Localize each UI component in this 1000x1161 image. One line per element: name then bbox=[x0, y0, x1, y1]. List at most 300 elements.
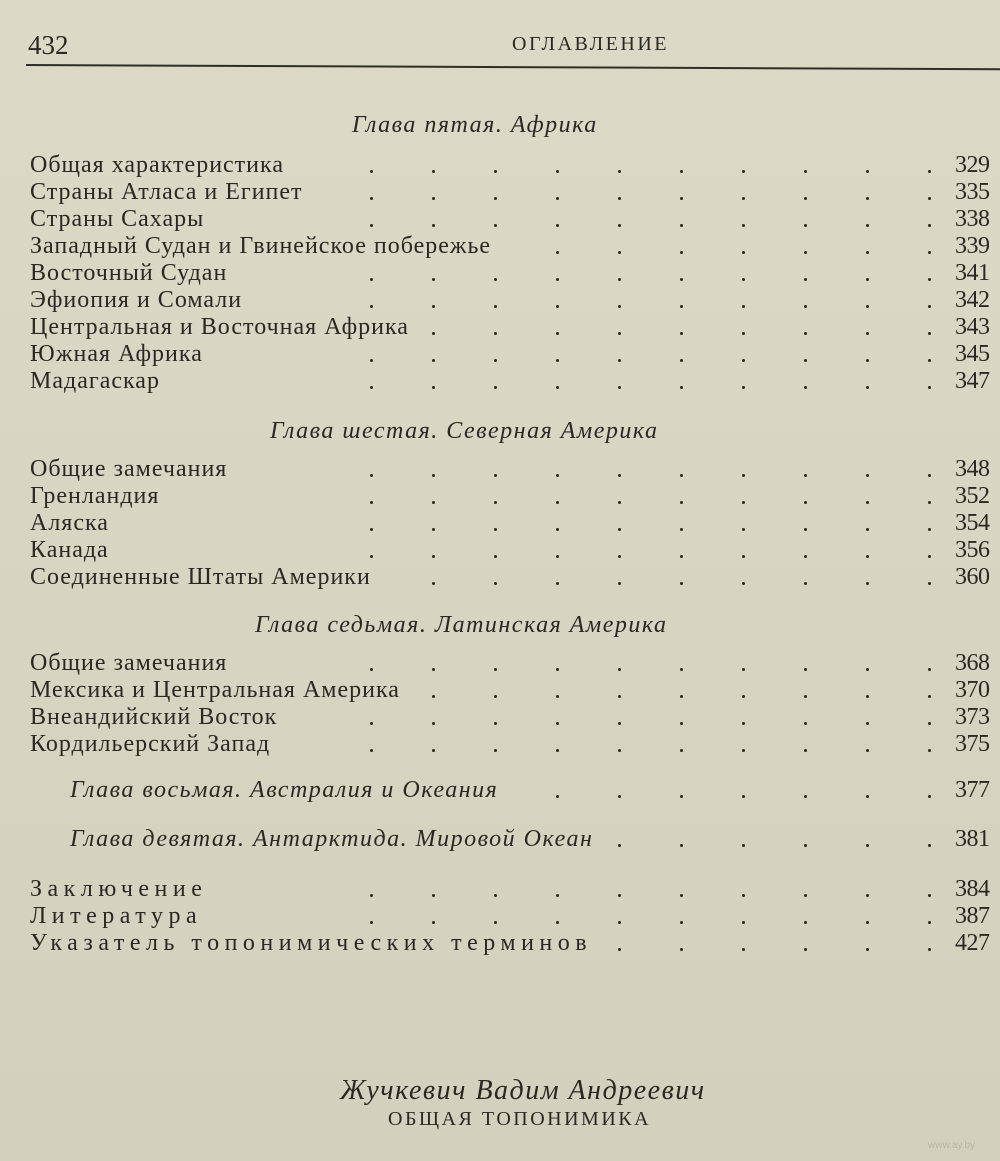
entry-page: 341 bbox=[955, 260, 990, 286]
leader-dot bbox=[370, 501, 373, 504]
leader-dot bbox=[618, 197, 621, 200]
chapter-title: Глава шестая. Северная Америка bbox=[270, 418, 659, 444]
entry-title: Литература bbox=[30, 903, 203, 929]
leader-dot bbox=[494, 722, 497, 725]
leader-dot bbox=[804, 251, 807, 254]
leader-dots bbox=[330, 510, 950, 537]
leader-dot bbox=[742, 668, 745, 671]
leader-dot bbox=[556, 359, 559, 362]
entry-title: Западный Судан и Гвинейское побережье bbox=[30, 233, 492, 259]
leader-dot bbox=[556, 386, 559, 389]
leader-dot bbox=[804, 332, 807, 335]
leader-dot bbox=[742, 501, 745, 504]
entry-title: Аляска bbox=[30, 510, 109, 536]
leader-dot bbox=[742, 197, 745, 200]
entry-title: Гренландия bbox=[30, 483, 160, 509]
toc-entry bbox=[30, 287, 1000, 314]
leader-dot bbox=[370, 197, 373, 200]
leader-dot bbox=[680, 501, 683, 504]
leader-dot bbox=[928, 359, 931, 362]
entry-page: 387 bbox=[955, 903, 990, 929]
leader-dots bbox=[330, 564, 950, 591]
leader-dot bbox=[680, 722, 683, 725]
leader-dot bbox=[866, 359, 869, 362]
leader-dot bbox=[928, 332, 931, 335]
toc-entry bbox=[30, 876, 1000, 903]
leader-dot bbox=[680, 251, 683, 254]
leader-dot bbox=[866, 197, 869, 200]
entry-page: 384 bbox=[955, 876, 990, 902]
running-title: ОГЛАВЛЕНИЕ bbox=[512, 33, 669, 55]
leader-dot bbox=[370, 894, 373, 897]
leader-dot bbox=[370, 668, 373, 671]
leader-dot bbox=[742, 921, 745, 924]
leader-dot bbox=[494, 749, 497, 752]
leader-dot bbox=[866, 749, 869, 752]
leader-dot bbox=[928, 197, 931, 200]
leader-dot bbox=[866, 894, 869, 897]
leader-dot bbox=[742, 278, 745, 281]
leader-dot bbox=[618, 948, 621, 951]
leader-dots bbox=[330, 152, 950, 179]
author-name: Жучкевич Вадим Андреевич bbox=[340, 1075, 706, 1106]
leader-dot bbox=[804, 894, 807, 897]
leader-dot bbox=[618, 386, 621, 389]
leader-dot bbox=[432, 695, 435, 698]
leader-dot bbox=[556, 332, 559, 335]
leader-dot bbox=[556, 305, 559, 308]
entry-title: Глава девятая. Антарктида. Мировой Океан bbox=[70, 826, 594, 852]
leader-dot bbox=[618, 582, 621, 585]
leader-dot bbox=[742, 386, 745, 389]
chapter-title: Глава пятая. Африка bbox=[352, 112, 598, 138]
leader-dot bbox=[928, 386, 931, 389]
leader-dot bbox=[680, 668, 683, 671]
leader-dot bbox=[618, 474, 621, 477]
leader-dots bbox=[330, 483, 950, 510]
leader-dot bbox=[680, 921, 683, 924]
leader-dot bbox=[618, 894, 621, 897]
leader-dot bbox=[804, 359, 807, 362]
leader-dot bbox=[432, 501, 435, 504]
entry-page: 370 bbox=[955, 677, 990, 703]
entry-title: Мадагаскар bbox=[30, 368, 160, 394]
leader-dot bbox=[494, 332, 497, 335]
toc-entry bbox=[30, 731, 1000, 758]
leader-dot bbox=[556, 474, 559, 477]
leader-dot bbox=[742, 582, 745, 585]
leader-dot bbox=[742, 359, 745, 362]
leader-dot bbox=[556, 528, 559, 531]
entry-page: 368 bbox=[955, 650, 990, 676]
leader-dots bbox=[330, 777, 950, 804]
leader-dot bbox=[494, 278, 497, 281]
toc-entry bbox=[30, 368, 1000, 395]
leader-dot bbox=[928, 948, 931, 951]
leader-dot bbox=[494, 359, 497, 362]
leader-dot bbox=[494, 386, 497, 389]
toc-entry bbox=[30, 650, 1000, 677]
leader-dot bbox=[432, 921, 435, 924]
entry-page: 427 bbox=[955, 930, 990, 956]
leader-dot bbox=[370, 749, 373, 752]
leader-dot bbox=[370, 386, 373, 389]
entry-title: Внеандийский Восток bbox=[30, 704, 278, 730]
leader-dots bbox=[330, 341, 950, 368]
header-rule bbox=[26, 64, 1000, 70]
entry-page: 339 bbox=[955, 233, 990, 259]
leader-dot bbox=[370, 305, 373, 308]
leader-dot bbox=[680, 224, 683, 227]
leader-dot bbox=[618, 224, 621, 227]
leader-dot bbox=[432, 722, 435, 725]
leader-dot bbox=[556, 555, 559, 558]
leader-dot bbox=[928, 474, 931, 477]
leader-dot bbox=[556, 224, 559, 227]
leader-dots bbox=[330, 731, 950, 758]
leader-dot bbox=[370, 359, 373, 362]
leader-dot bbox=[556, 501, 559, 504]
toc-entry bbox=[30, 537, 1000, 564]
leader-dot bbox=[742, 305, 745, 308]
leader-dots bbox=[330, 179, 950, 206]
entry-title: Эфиопия и Сомали bbox=[30, 287, 243, 313]
toc-entry bbox=[30, 903, 1000, 930]
leader-dots bbox=[330, 233, 950, 260]
leader-dot bbox=[866, 948, 869, 951]
leader-dot bbox=[432, 528, 435, 531]
leader-dot bbox=[618, 170, 621, 173]
leader-dot bbox=[928, 695, 931, 698]
leader-dot bbox=[928, 844, 931, 847]
leader-dot bbox=[928, 278, 931, 281]
leader-dot bbox=[370, 224, 373, 227]
leader-dot bbox=[680, 795, 683, 798]
leader-dot bbox=[804, 224, 807, 227]
entry-title: Указатель топонимических терминов bbox=[30, 930, 593, 956]
leader-dot bbox=[494, 305, 497, 308]
leader-dot bbox=[618, 921, 621, 924]
leader-dot bbox=[866, 668, 869, 671]
entry-title: Общая характеристика bbox=[30, 152, 284, 178]
entry-title: Южная Африка bbox=[30, 341, 203, 367]
leader-dot bbox=[432, 582, 435, 585]
leader-dot bbox=[742, 722, 745, 725]
leader-dot bbox=[680, 555, 683, 558]
leader-dot bbox=[928, 305, 931, 308]
entry-page: 352 bbox=[955, 483, 990, 509]
leader-dot bbox=[618, 844, 621, 847]
leader-dot bbox=[928, 501, 931, 504]
leader-dots bbox=[330, 206, 950, 233]
leader-dot bbox=[928, 668, 931, 671]
leader-dot bbox=[556, 921, 559, 924]
entry-page: 360 bbox=[955, 564, 990, 590]
entry-page: 345 bbox=[955, 341, 990, 367]
leader-dot bbox=[432, 197, 435, 200]
leader-dot bbox=[494, 668, 497, 671]
leader-dot bbox=[556, 722, 559, 725]
leader-dot bbox=[494, 197, 497, 200]
leader-dot bbox=[680, 582, 683, 585]
leader-dot bbox=[928, 921, 931, 924]
leader-dot bbox=[432, 555, 435, 558]
leader-dot bbox=[618, 359, 621, 362]
toc-entry bbox=[30, 314, 1000, 341]
leader-dot bbox=[618, 501, 621, 504]
leader-dot bbox=[494, 224, 497, 227]
leader-dot bbox=[742, 332, 745, 335]
leader-dot bbox=[680, 386, 683, 389]
leader-dot bbox=[618, 528, 621, 531]
leader-dot bbox=[494, 894, 497, 897]
leader-dot bbox=[494, 921, 497, 924]
leader-dot bbox=[370, 278, 373, 281]
leader-dot bbox=[866, 224, 869, 227]
chapter-title: Глава седьмая. Латинская Америка bbox=[255, 612, 668, 638]
leader-dot bbox=[494, 555, 497, 558]
toc-entry bbox=[30, 704, 1000, 731]
leader-dot bbox=[432, 894, 435, 897]
leader-dot bbox=[556, 278, 559, 281]
leader-dot bbox=[680, 528, 683, 531]
leader-dots bbox=[330, 704, 950, 731]
leader-dot bbox=[928, 582, 931, 585]
leader-dot bbox=[680, 749, 683, 752]
leader-dot bbox=[618, 795, 621, 798]
leader-dot bbox=[556, 749, 559, 752]
leader-dot bbox=[866, 722, 869, 725]
entry-page: 335 bbox=[955, 179, 990, 205]
leader-dot bbox=[804, 170, 807, 173]
leader-dot bbox=[680, 474, 683, 477]
entry-page: 329 bbox=[955, 152, 990, 178]
leader-dot bbox=[556, 795, 559, 798]
leader-dot bbox=[866, 695, 869, 698]
leader-dot bbox=[556, 251, 559, 254]
leader-dot bbox=[370, 722, 373, 725]
leader-dot bbox=[928, 170, 931, 173]
leader-dot bbox=[866, 582, 869, 585]
leader-dot bbox=[618, 722, 621, 725]
leader-dot bbox=[432, 332, 435, 335]
leader-dot bbox=[618, 555, 621, 558]
chapter-entry bbox=[30, 826, 1000, 853]
leader-dots bbox=[330, 826, 950, 853]
leader-dots bbox=[330, 930, 950, 957]
entry-title: Страны Атласа и Египет bbox=[30, 179, 303, 205]
entry-page: 377 bbox=[955, 777, 990, 803]
leader-dot bbox=[618, 695, 621, 698]
leader-dots bbox=[330, 650, 950, 677]
entry-page: 347 bbox=[955, 368, 990, 394]
entry-title: Страны Сахары bbox=[30, 206, 205, 232]
leader-dot bbox=[804, 722, 807, 725]
entry-page: 356 bbox=[955, 537, 990, 563]
entry-title: Центральная и Восточная Африка bbox=[30, 314, 409, 340]
entry-page: 343 bbox=[955, 314, 990, 340]
leader-dot bbox=[804, 695, 807, 698]
leader-dot bbox=[556, 894, 559, 897]
entry-page: 348 bbox=[955, 456, 990, 482]
leader-dot bbox=[680, 278, 683, 281]
leader-dot bbox=[742, 474, 745, 477]
chapter-entry bbox=[30, 777, 1000, 804]
leader-dot bbox=[804, 921, 807, 924]
entry-page: 354 bbox=[955, 510, 990, 536]
leader-dot bbox=[804, 948, 807, 951]
leader-dot bbox=[928, 722, 931, 725]
leader-dot bbox=[866, 305, 869, 308]
toc-entry bbox=[30, 260, 1000, 287]
toc-entry bbox=[30, 677, 1000, 704]
leader-dot bbox=[928, 749, 931, 752]
leader-dot bbox=[680, 948, 683, 951]
toc-entry bbox=[30, 564, 1000, 591]
leader-dot bbox=[680, 305, 683, 308]
leader-dot bbox=[432, 668, 435, 671]
leader-dot bbox=[432, 170, 435, 173]
toc-entry bbox=[30, 483, 1000, 510]
leader-dot bbox=[866, 555, 869, 558]
leader-dot bbox=[742, 894, 745, 897]
leader-dot bbox=[556, 170, 559, 173]
leader-dot bbox=[866, 170, 869, 173]
leader-dot bbox=[866, 278, 869, 281]
leader-dot bbox=[370, 921, 373, 924]
leader-dot bbox=[928, 795, 931, 798]
leader-dot bbox=[804, 501, 807, 504]
leader-dot bbox=[618, 278, 621, 281]
leader-dot bbox=[866, 528, 869, 531]
leader-dot bbox=[432, 278, 435, 281]
toc-entry bbox=[30, 233, 1000, 260]
leader-dot bbox=[742, 749, 745, 752]
leader-dot bbox=[618, 305, 621, 308]
leader-dot bbox=[680, 359, 683, 362]
leader-dot bbox=[680, 332, 683, 335]
entry-title: Кордильерский Запад bbox=[30, 731, 271, 757]
leader-dot bbox=[432, 474, 435, 477]
leader-dot bbox=[742, 844, 745, 847]
entry-page: 381 bbox=[955, 826, 990, 852]
entry-page: 342 bbox=[955, 287, 990, 313]
entry-title: Канада bbox=[30, 537, 109, 563]
leader-dot bbox=[742, 251, 745, 254]
leader-dot bbox=[804, 582, 807, 585]
leader-dot bbox=[494, 501, 497, 504]
leader-dot bbox=[866, 251, 869, 254]
leader-dots bbox=[330, 903, 950, 930]
leader-dot bbox=[432, 359, 435, 362]
page-number: 432 bbox=[28, 30, 69, 60]
leader-dot bbox=[928, 894, 931, 897]
entry-title: Восточный Судан bbox=[30, 260, 228, 286]
leader-dots bbox=[330, 456, 950, 483]
entry-title: Общие замечания bbox=[30, 456, 228, 482]
entry-page: 375 bbox=[955, 731, 990, 757]
leader-dot bbox=[618, 668, 621, 671]
leader-dot bbox=[680, 170, 683, 173]
toc-entry bbox=[30, 152, 1000, 179]
entry-title: Соединенные Штаты Америки bbox=[30, 564, 371, 590]
leader-dot bbox=[680, 844, 683, 847]
leader-dot bbox=[804, 305, 807, 308]
leader-dot bbox=[432, 749, 435, 752]
toc-entry bbox=[30, 510, 1000, 537]
leader-dot bbox=[742, 528, 745, 531]
leader-dots bbox=[330, 260, 950, 287]
leader-dot bbox=[928, 224, 931, 227]
leader-dot bbox=[804, 668, 807, 671]
leader-dot bbox=[866, 332, 869, 335]
leader-dot bbox=[432, 305, 435, 308]
leader-dots bbox=[330, 368, 950, 395]
leader-dot bbox=[804, 844, 807, 847]
leader-dot bbox=[804, 749, 807, 752]
leader-dot bbox=[804, 528, 807, 531]
leader-dot bbox=[556, 582, 559, 585]
leader-dot bbox=[866, 386, 869, 389]
leader-dot bbox=[804, 197, 807, 200]
toc-entry bbox=[30, 341, 1000, 368]
leader-dot bbox=[866, 501, 869, 504]
entry-title: Мексика и Центральная Америка bbox=[30, 677, 400, 703]
entry-title: Общие замечания bbox=[30, 650, 228, 676]
book-title: ОБЩАЯ ТОПОНИМИКА bbox=[388, 1108, 652, 1130]
toc-entry bbox=[30, 206, 1000, 233]
leader-dot bbox=[804, 795, 807, 798]
entry-title: Заключение bbox=[30, 876, 208, 902]
leader-dot bbox=[370, 528, 373, 531]
leader-dot bbox=[866, 844, 869, 847]
leader-dot bbox=[866, 474, 869, 477]
toc-entry bbox=[30, 930, 1000, 957]
leader-dots bbox=[330, 677, 950, 704]
leader-dot bbox=[804, 555, 807, 558]
leader-dot bbox=[494, 695, 497, 698]
leader-dot bbox=[928, 555, 931, 558]
entry-page: 373 bbox=[955, 704, 990, 730]
leader-dots bbox=[330, 537, 950, 564]
leader-dot bbox=[556, 668, 559, 671]
leader-dot bbox=[742, 695, 745, 698]
toc-entry bbox=[30, 456, 1000, 483]
leader-dot bbox=[618, 749, 621, 752]
leader-dot bbox=[742, 170, 745, 173]
leader-dot bbox=[370, 474, 373, 477]
leader-dot bbox=[680, 197, 683, 200]
leader-dot bbox=[494, 582, 497, 585]
leader-dot bbox=[742, 795, 745, 798]
watermark: www.ay.by bbox=[928, 1140, 976, 1151]
leader-dot bbox=[928, 528, 931, 531]
leader-dots bbox=[330, 287, 950, 314]
leader-dot bbox=[804, 474, 807, 477]
leader-dot bbox=[742, 224, 745, 227]
entry-page: 338 bbox=[955, 206, 990, 232]
leader-dot bbox=[432, 224, 435, 227]
leader-dot bbox=[556, 197, 559, 200]
leader-dot bbox=[928, 251, 931, 254]
leader-dot bbox=[680, 894, 683, 897]
leader-dot bbox=[370, 555, 373, 558]
leader-dot bbox=[866, 921, 869, 924]
leader-dot bbox=[618, 332, 621, 335]
leader-dot bbox=[494, 170, 497, 173]
leader-dot bbox=[804, 386, 807, 389]
leader-dot bbox=[618, 251, 621, 254]
